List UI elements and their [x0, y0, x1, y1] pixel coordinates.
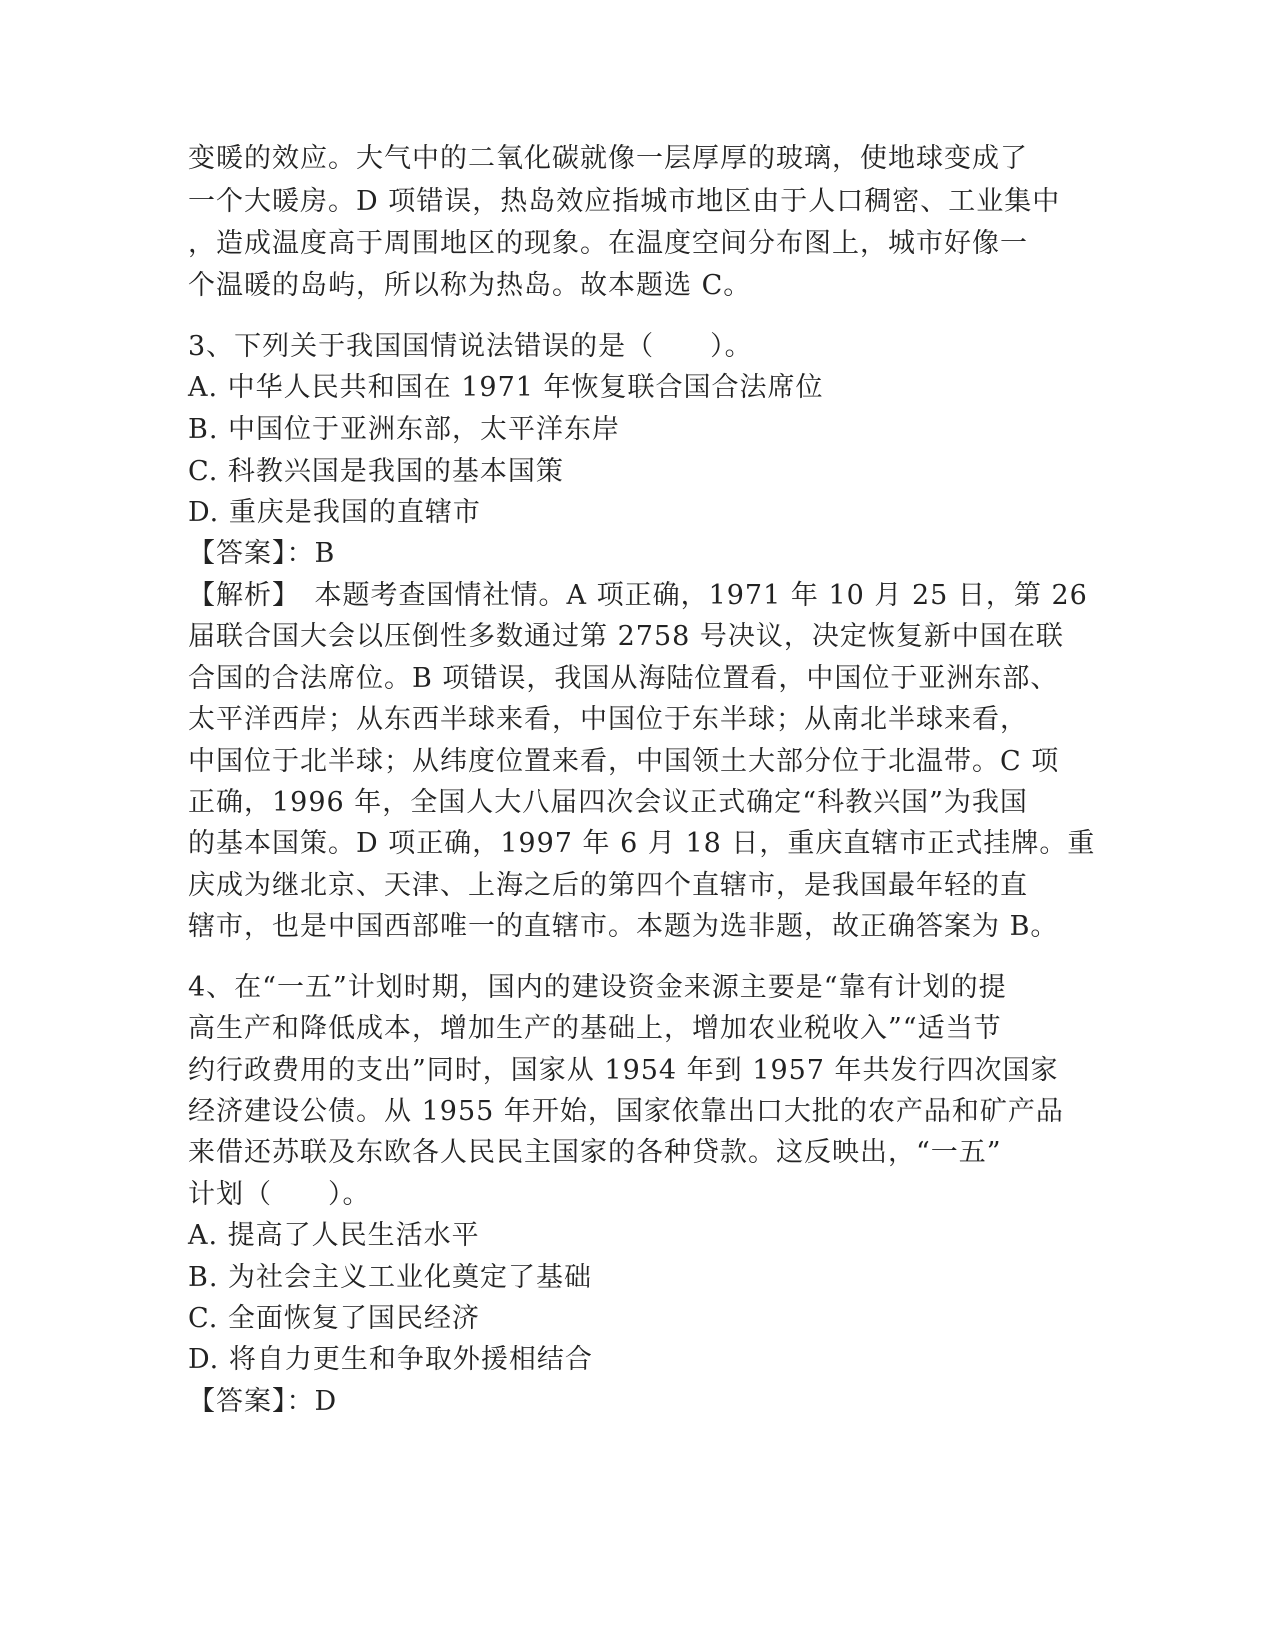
question-3-analysis: 【解析】 本题考查国情社情。A 项正确，1971 年 10 月 25 日，第 26 [188, 580, 1088, 611]
question-3-option-b: B. 中国位于亚洲东部，太平洋东岸 [188, 414, 621, 445]
question-3-stem: 3、下列关于我国国情说法错误的是（ ）。 [188, 331, 753, 362]
explanation-line: ，造成温度高于周围地区的现象。在温度空间分布图上，城市好像一 [188, 228, 1028, 259]
question-3-analysis: 合国的合法席位。B 项错误，我国从海陆位置看，中国位于亚洲东部、 [188, 663, 1059, 694]
question-4-stem: 计划（ ）。 [188, 1179, 371, 1210]
question-4-stem: 来借还苏联及东欧各人民民主国家的各种贷款。这反映出，“一五” [188, 1137, 1002, 1168]
question-3-answer: 【答案】：B [188, 538, 336, 569]
question-4-option-b: B. 为社会主义工业化奠定了基础 [188, 1262, 593, 1293]
question-3-analysis: 正确，1996 年，全国人大八届四次会议正式确定“科教兴国”为我国 [188, 787, 1028, 818]
question-4-stem: 高生产和降低成本，增加生产的基础上，增加农业税收入”“适当节 [188, 1013, 1002, 1044]
question-4-answer: 【答案】：D [188, 1386, 338, 1417]
question-3-option-a: A. 中华人民共和国在 1971 年恢复联合国合法席位 [188, 372, 824, 403]
question-4-option-a: A. 提高了人民生活水平 [188, 1220, 480, 1251]
question-3-analysis: 庆成为继北京、天津、上海之后的第四个直辖市，是我国最年轻的直 [188, 870, 1028, 901]
question-3-analysis: 辖市，也是中国西部唯一的直辖市。本题为选非题，故正确答案为 B。 [188, 911, 1059, 942]
question-3-analysis: 太平洋西岸；从东西半球来看，中国位于东半球；从南北半球来看， [188, 704, 1028, 735]
question-4-option-c: C. 全面恢复了国民经济 [188, 1303, 480, 1334]
question-3-analysis: 中国位于北半球；从纬度位置来看，中国领土大部分位于北温带。C 项 [188, 746, 1060, 777]
explanation-line: 个温暖的岛屿，所以称为热岛。故本题选 C。 [188, 270, 752, 301]
explanation-line: 一个大暖房。D 项错误，热岛效应指城市地区由于人口稠密、工业集中 [188, 186, 1061, 217]
question-3-analysis: 届联合国大会以压倒性多数通过第 2758 号决议，决定恢复新中国在联 [188, 621, 1064, 652]
question-4-stem: 约行政费用的支出”同时，国家从 1954 年到 1957 年共发行四次国家 [188, 1055, 1059, 1086]
question-4-option-d: D. 将自力更生和争取外援相结合 [188, 1344, 593, 1375]
explanation-line: 变暖的效应。大气中的二氧化碳就像一层厚厚的玻璃，使地球变成了 [188, 143, 1028, 174]
question-3-analysis: 的基本国策。D 项正确，1997 年 6 月 18 日，重庆直辖市正式挂牌。重 [188, 828, 1096, 859]
question-4-stem: 4、在“一五”计划时期，国内的建设资金来源主要是“靠有计划的提 [188, 972, 1007, 1003]
question-4-stem: 经济建设公债。从 1955 年开始，国家依靠出口大批的农产品和矿产品 [188, 1096, 1064, 1127]
question-3-option-d: D. 重庆是我国的直辖市 [188, 497, 481, 528]
question-3-option-c: C. 科教兴国是我国的基本国策 [188, 456, 564, 487]
